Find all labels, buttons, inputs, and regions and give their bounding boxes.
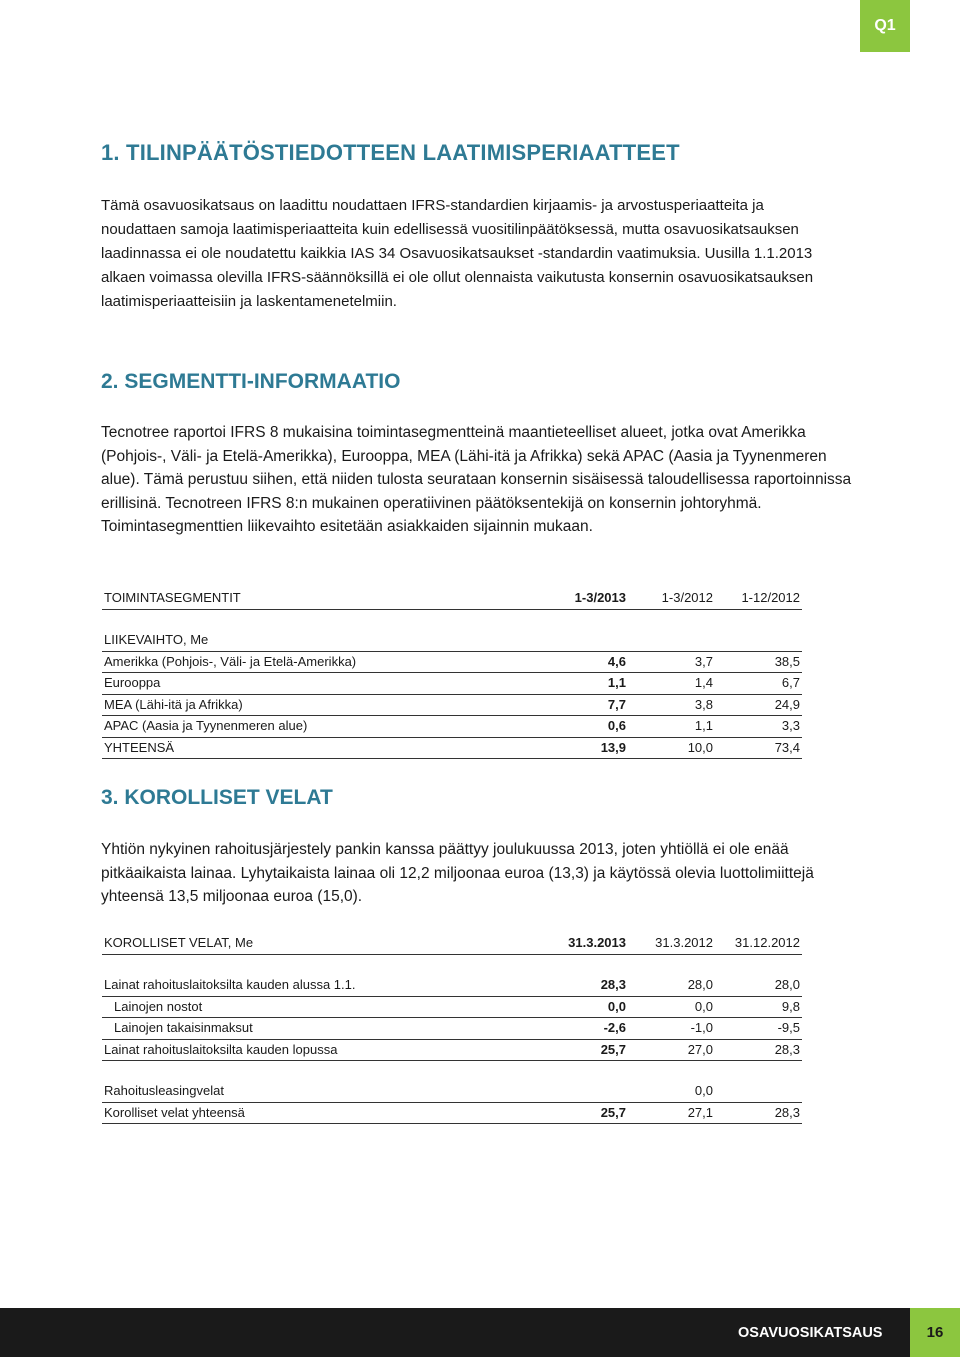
row-label: Eurooppa [102, 673, 542, 695]
table-total-row [102, 1102, 802, 1124]
table-row [102, 673, 802, 695]
cell-value: 0,0 [628, 996, 715, 1018]
section-2-title: 2. SEGMENTTI-INFORMAATIO [101, 370, 401, 393]
table-header-cell: 1-3/2013 [542, 587, 628, 610]
cell-value: 0,6 [542, 716, 628, 738]
table-row [102, 975, 802, 996]
cell-value: 27,1 [628, 1102, 715, 1124]
cell-value: 24,9 [715, 694, 802, 716]
cell-value [715, 1081, 802, 1102]
cell-value: 0,0 [542, 996, 628, 1018]
row-label: MEA (Lähi-itä ja Afrikka) [102, 694, 542, 716]
cell-value: 25,7 [542, 1039, 628, 1061]
cell-value: -9,5 [715, 1018, 802, 1040]
section-3-body: Yhtiön nykyinen rahoitusjärjestely pankin kanssa päättyy joulukuussa 2013, joten yhtiöllä ei ole enää pitkäaikaista lainaa. Lyhytaikaista lainaa oli 12,2 miljoonaa euroa (13,3) ja käytössä olevia luottolimiittejä yhteensä 13,5 miljoonaa euroa (15,0). [101, 841, 814, 905]
cell-value: 4,6 [542, 651, 628, 673]
cell-value: 25,7 [542, 1102, 628, 1124]
segment-revenue-table [102, 587, 802, 759]
cell-value: -1,0 [628, 1018, 715, 1040]
row-label: APAC (Aasia ja Tyynenmeren alue) [102, 716, 542, 738]
row-label: Korolliset velat yhteensä [102, 1102, 542, 1124]
cell-value: 0,0 [628, 1081, 715, 1102]
table-header-cell: 31.3.2012 [628, 932, 715, 955]
table-header-cell: 1-12/2012 [715, 587, 802, 610]
cell-value: 27,0 [628, 1039, 715, 1061]
cell-value: 10,0 [628, 737, 715, 759]
table-header-cell: 31.3.2013 [542, 932, 628, 955]
section-3-title: 3. KOROLLISET VELAT [101, 786, 333, 809]
table-subheader: LIIKEVAIHTO, Me [102, 630, 542, 651]
cell-value: 3,7 [628, 651, 715, 673]
row-label: Lainat rahoituslaitoksilta kauden alussa 1.1. [102, 975, 542, 996]
cell-value: 13,9 [542, 737, 628, 759]
cell-value: 1,1 [542, 673, 628, 695]
table-row [102, 1039, 802, 1061]
row-label: Lainojen takaisinmaksut [102, 1018, 542, 1040]
cell-value: 73,4 [715, 737, 802, 759]
table-row [102, 694, 802, 716]
section-1-body: Tämä osavuosikatsaus on laadittu noudattaen IFRS-standardien kirjaamis- ja arvostusperiaatteita ja noudattaen samoja laatimisperiaatteita kuin edellisessä vuositilinpäätöksessä, mutta osavuosikatsauksen laadinnassa ei ole noudatettu kaikkia IAS 34 Osavuosikatsaukset -standardin vaatimuksia. Uusilla 1.1.2013 alkaen voimassa olevilla IFRS-säännöksillä ei ole ollut olennaista vaikutusta konsernin osavuosikatsauksen laatimisperiaatteisiin ja laskentamenetelmiin. [101, 197, 814, 310]
cell-value: 1,1 [628, 716, 715, 738]
table-header-row [102, 932, 802, 955]
quarter-badge: Q1 [860, 0, 910, 52]
row-label: Lainojen nostot [102, 996, 542, 1018]
table-header-row [102, 587, 802, 610]
cell-value: 7,7 [542, 694, 628, 716]
cell-value: 28,0 [715, 975, 802, 996]
cell-value: 6,7 [715, 673, 802, 695]
section-1-title: 1. TILINPÄÄTÖSTIEDOTTEEN LAATIMISPERIAATTEET [101, 140, 680, 165]
table-row [102, 1081, 802, 1102]
cell-value: 28,0 [628, 975, 715, 996]
cell-value: 28,3 [715, 1039, 802, 1061]
page-number: 16 [910, 1308, 960, 1357]
table-row [102, 1018, 802, 1040]
table-header-cell: KOROLLISET VELAT, Me [102, 932, 542, 955]
cell-value: 38,5 [715, 651, 802, 673]
cell-value: 9,8 [715, 996, 802, 1018]
cell-value: -2,6 [542, 1018, 628, 1040]
table-row [102, 996, 802, 1018]
cell-value: 28,3 [542, 975, 628, 996]
interest-bearing-debt-table [102, 932, 802, 1124]
row-label: Rahoitusleasingvelat [102, 1081, 542, 1102]
section-2-body: Tecnotree raportoi IFRS 8 mukaisina toimintasegmentteinä maantieteelliset alueet, jotka ovat Amerikka (Pohjois-, Väli- ja Etelä-Amerikka), Eurooppa, MEA (Lähi-itä ja Afrikka) sekä APAC (Aasia ja Tyynenmeren alue). Tämä perustuu siihen, että niiden tulosta seurataan konsernin sisäisessä taloudellisessa raportoinnissa erillisinä. Tecnotreen IFRS 8:n mukainen operatiivinen päätöksentekijä on konsernin johtoryhmä. Toimintasegmenttien liikevaihto esitetään asiakkaiden sijainnin mukaan. [101, 424, 852, 535]
table-header-cell: 31.12.2012 [715, 932, 802, 955]
cell-value: 3,3 [715, 716, 802, 738]
cell-value: 1,4 [628, 673, 715, 695]
cell-value: 28,3 [715, 1102, 802, 1124]
row-label: YHTEENSÄ [102, 737, 542, 759]
table-header-cell: 1-3/2012 [628, 587, 715, 610]
table-row [102, 651, 802, 673]
cell-value [542, 1081, 628, 1102]
row-label: Lainat rahoituslaitoksilta kauden lopussa [102, 1039, 542, 1061]
row-label: Amerikka (Pohjois-, Väli- ja Etelä-Amerikka) [102, 651, 542, 673]
table-row [102, 716, 802, 738]
table-header-cell: TOIMINTASEGMENTIT [102, 587, 542, 610]
footer-label: OSAVUOSIKATSAUS [738, 1325, 883, 1341]
table-total-row [102, 737, 802, 759]
cell-value: 3,8 [628, 694, 715, 716]
table-subheader-row [102, 630, 802, 651]
